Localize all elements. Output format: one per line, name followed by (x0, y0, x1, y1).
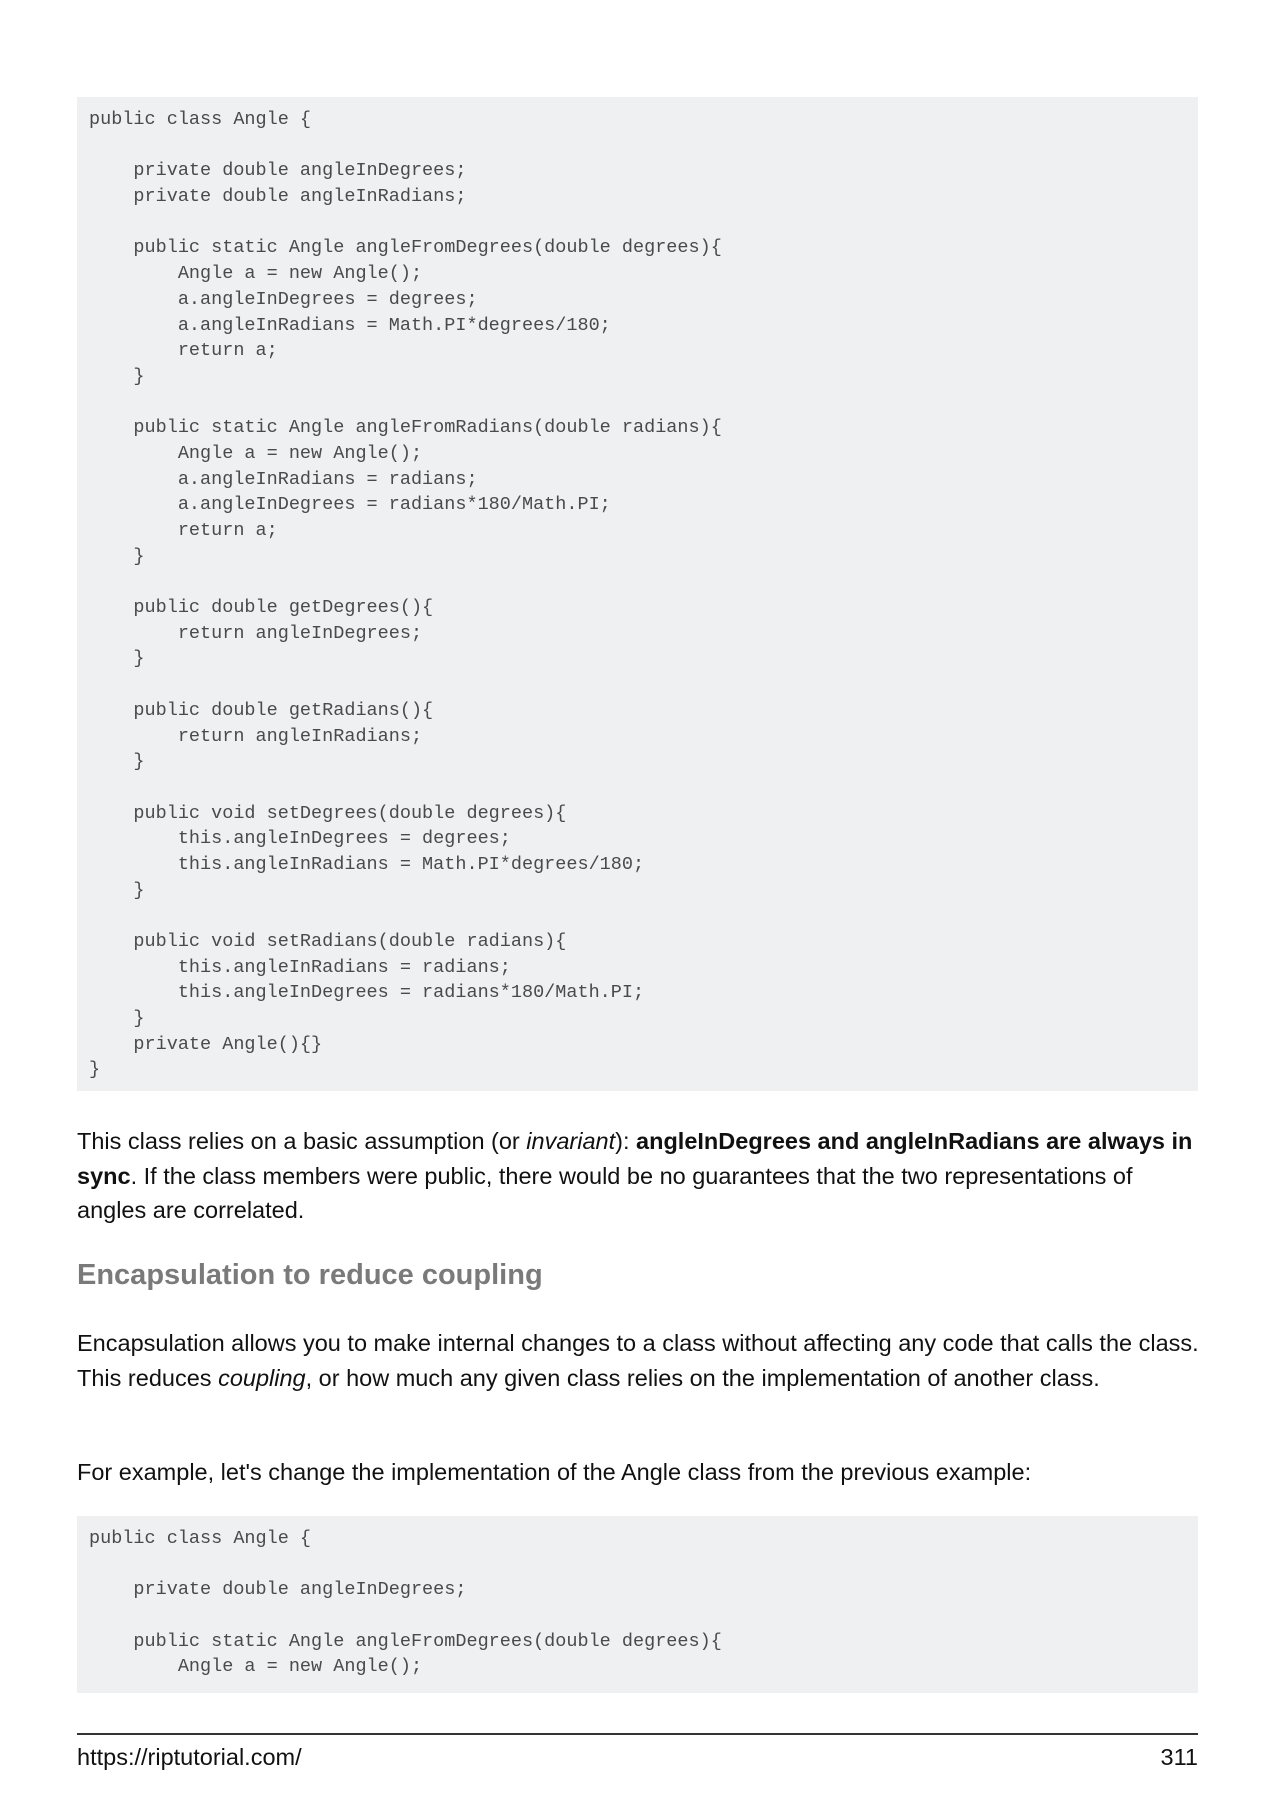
text: This class relies on a basic assumption (or (77, 1128, 527, 1154)
code-line: Angle a = new Angle(); (89, 1656, 423, 1678)
text: ): (615, 1128, 637, 1154)
code-line: return angleInDegrees; (89, 622, 423, 644)
code-line: return a; (89, 520, 278, 541)
code-line (89, 672, 1186, 698)
code-line: public double getRadians(){ (89, 699, 434, 721)
code-line: } (89, 1008, 145, 1030)
code-line (89, 569, 1186, 595)
footer-url[interactable]: https://riptutorial.com/ (77, 1744, 302, 1770)
code-line: private double angleInRadians; (89, 186, 467, 208)
code-block-angle-class (77, 97, 1198, 1091)
code-line: } (89, 545, 145, 567)
coupling-term: coupling (218, 1364, 306, 1391)
code-line: public static Angle angleFromRadians(double radians){ (89, 417, 722, 439)
code-block-angle-refactor (77, 1516, 1198, 1693)
code-line: this.angleInRadians = Math.PI*degrees/180; (89, 853, 645, 875)
section-heading: Encapsulation to reduce coupling (77, 1259, 543, 1291)
code-line: private double angleInDegrees; (89, 1579, 467, 1601)
text: Encapsulation allows you to make internal changes to a class without affecting any code that calls the class. This reduces (77, 1330, 1199, 1391)
code-line: } (89, 648, 145, 670)
code-line: public double getDegrees(){ (89, 597, 434, 619)
code-line: public void setDegrees(double degrees){ (89, 802, 567, 824)
text: , or how much any given class relies on the implementation of another class. (305, 1364, 1100, 1391)
code-line: a.angleInRadians = radians; (89, 468, 478, 490)
code-line: } (89, 879, 145, 901)
code-line: } (89, 365, 145, 387)
code-line (89, 133, 1186, 159)
code-line: public static Angle angleFromDegrees(double degrees){ (89, 1630, 722, 1652)
code-line (89, 775, 1186, 801)
code-line: private Angle(){} (89, 1033, 323, 1055)
page-number: 311 (1160, 1744, 1198, 1770)
invariant-term: invariant (526, 1128, 616, 1154)
code-line: public class Angle { (89, 1528, 312, 1549)
code-line: public static Angle angleFromDegrees(double degrees){ (89, 237, 722, 259)
code-line: a.angleInDegrees = degrees; (89, 288, 478, 310)
invariant-paragraph (77, 1124, 1202, 1228)
code-line (89, 390, 1186, 416)
code-line: this.angleInDegrees = radians*180/Math.PI; (89, 982, 645, 1004)
footer-divider (77, 1733, 1198, 1735)
code-line: a.angleInDegrees = radians*180/Math.PI; (89, 494, 611, 516)
example-paragraph: For example, let's change the implementation of the Angle class from the previous example: (77, 1459, 1032, 1485)
code-line: Angle a = new Angle(); (89, 263, 423, 285)
code-line: this.angleInDegrees = degrees; (89, 828, 511, 850)
code-line (89, 1603, 1186, 1629)
code-line: } (89, 1059, 101, 1081)
code-line: } (89, 751, 145, 773)
code-line (89, 210, 1186, 236)
code-line: Angle a = new Angle(); (89, 442, 423, 464)
bold-invariant: angleInDegrees and angleInRadians are always in sync (77, 1128, 1193, 1189)
code-line: public void setRadians(double radians){ (89, 931, 567, 952)
code-line: private double angleInDegrees; (89, 160, 467, 182)
code-line (89, 1552, 1186, 1578)
code-line: return angleInRadians; (89, 725, 423, 747)
code-line (89, 903, 1186, 929)
code-line: this.angleInRadians = radians; (89, 956, 511, 978)
code-line: public class Angle { (89, 109, 312, 130)
code-line: return a; (89, 340, 278, 362)
code-line: a.angleInRadians = Math.PI*degrees/180; (89, 314, 611, 336)
encapsulation-paragraph (77, 1326, 1202, 1395)
text: . If the class members were public, there would be no guarantees that the two representations of angles are correlated. (77, 1162, 1133, 1223)
